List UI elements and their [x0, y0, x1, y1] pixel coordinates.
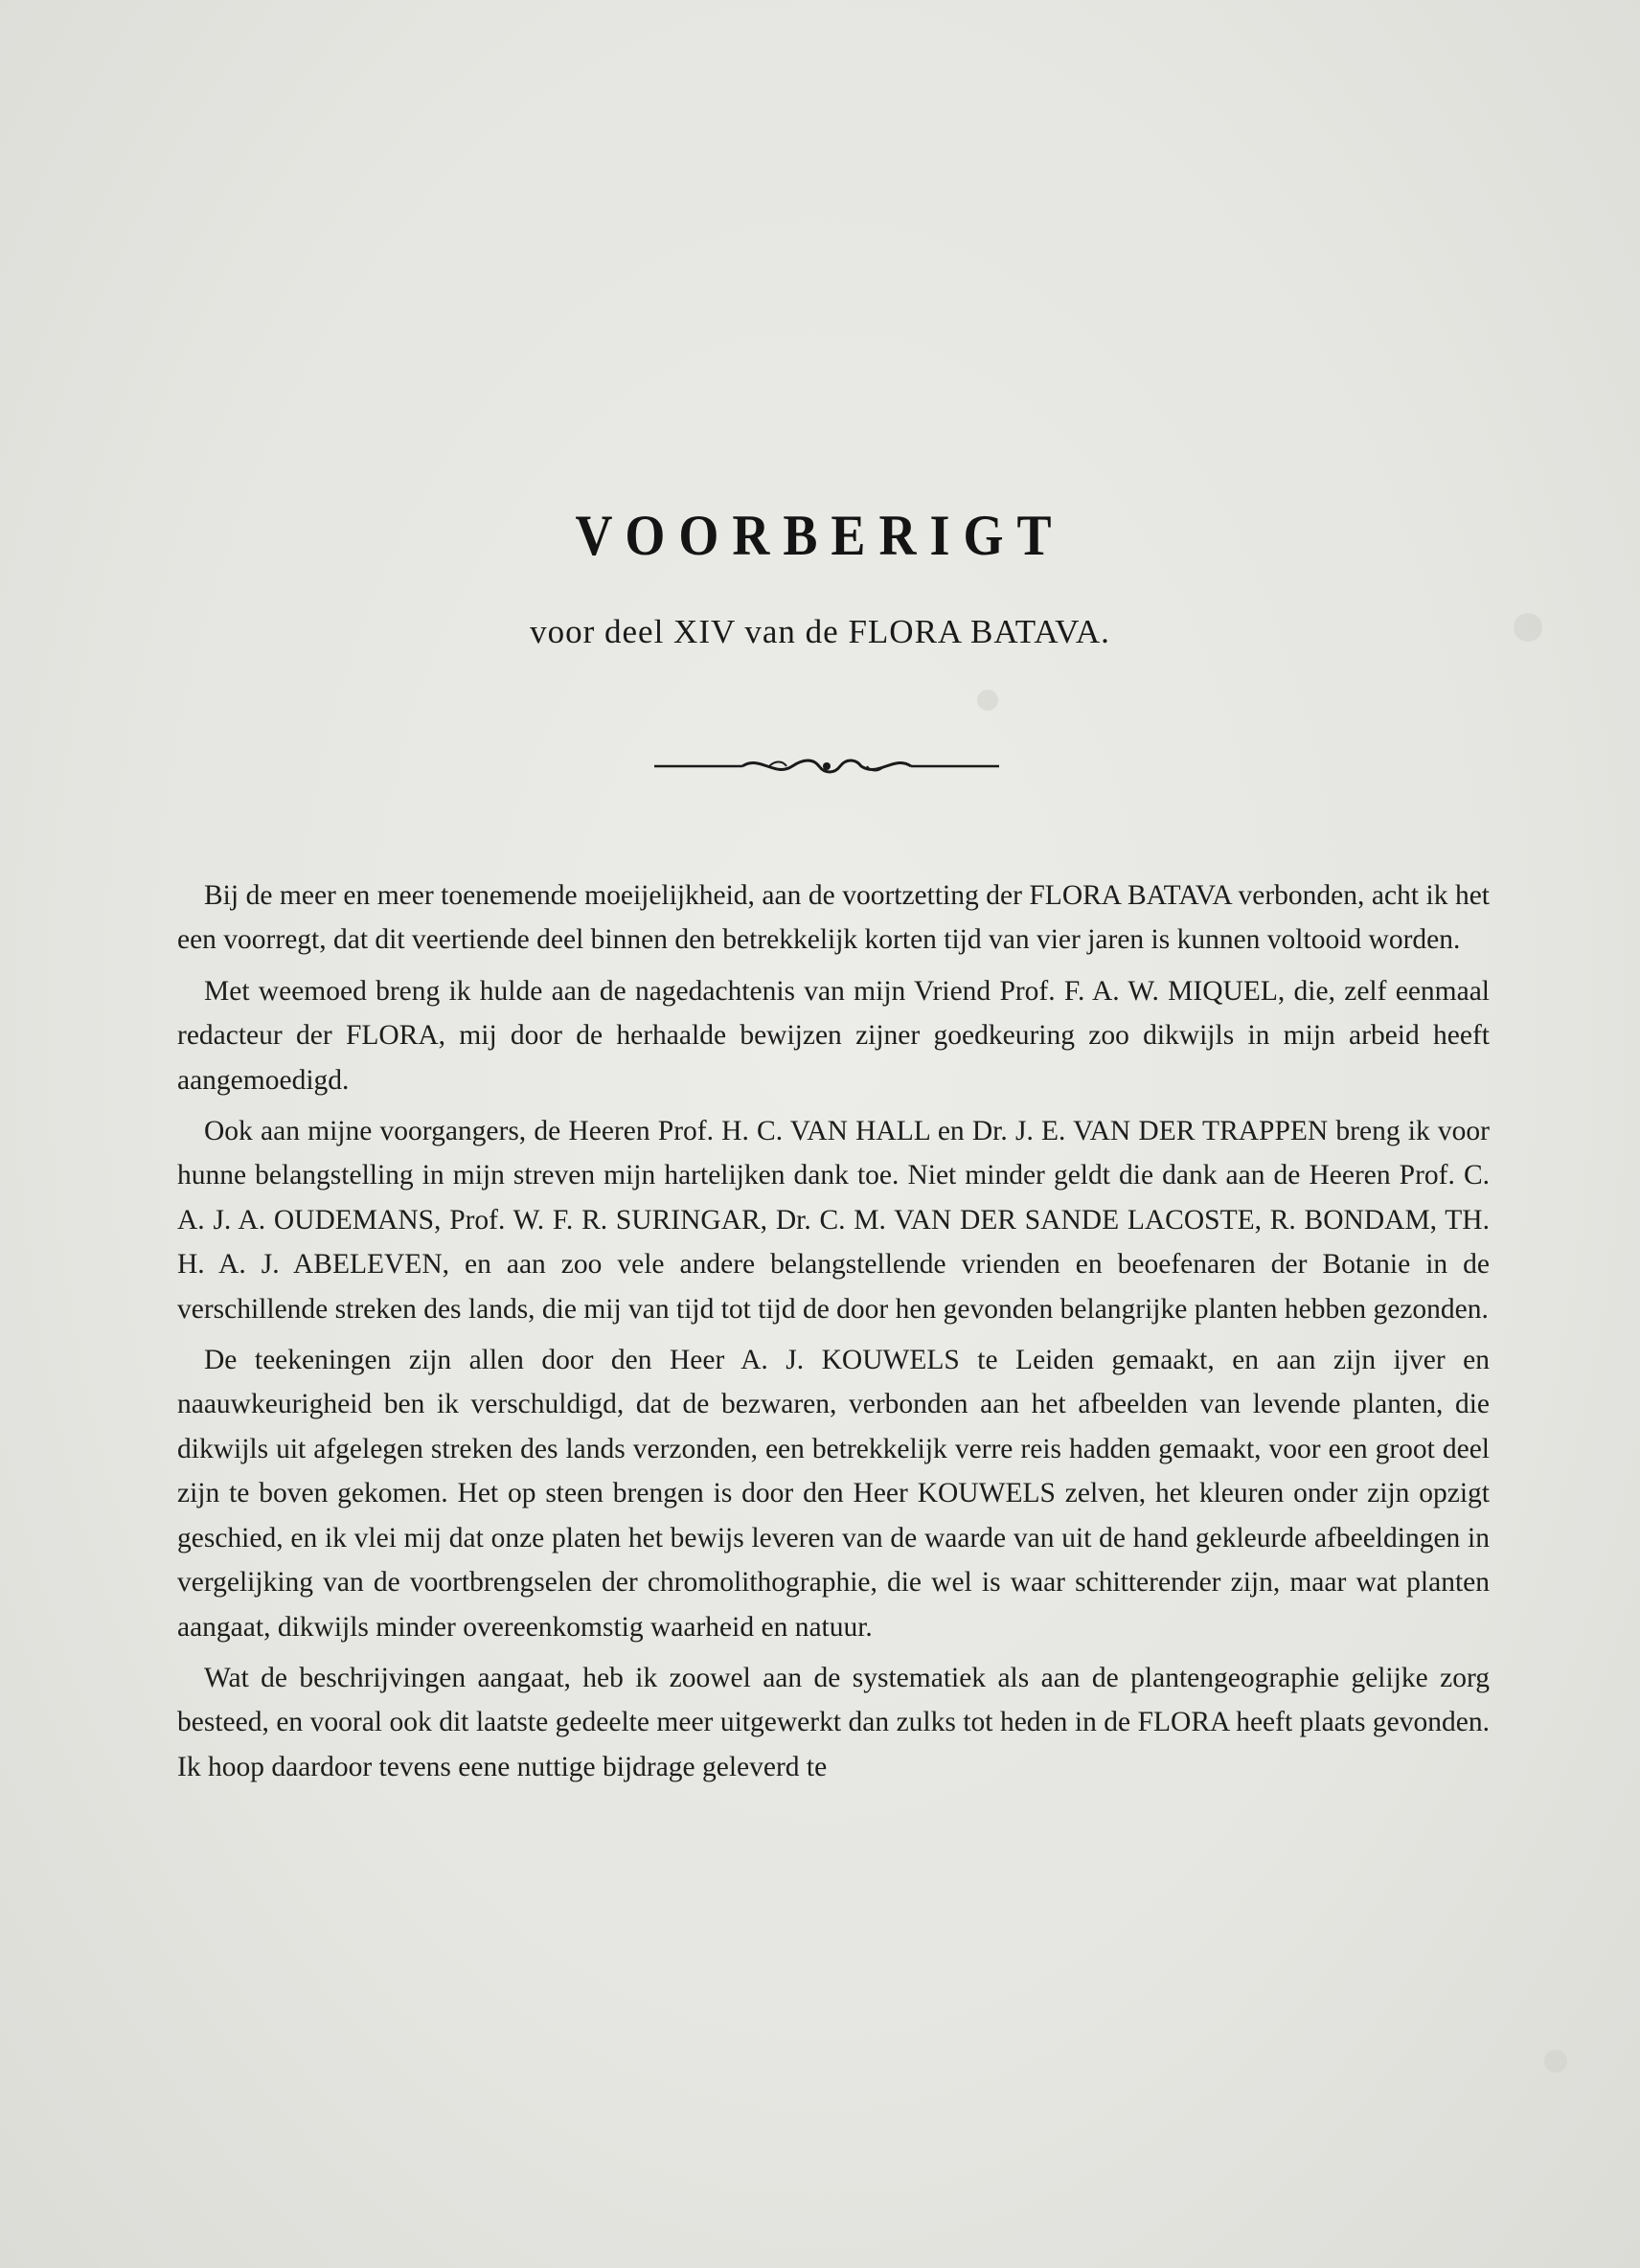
paragraph: Ook aan mijne voorgangers, de Heeren Prof. H. C. VAN HALL en Dr. J. E. VAN DER TRAPPEN breng ik voor hunne belangstelling in mijn streven mijn hartelijken dank toe. Niet minder geldt die dank aan de Heeren Prof. C. A. J. A. OUDEMANS, Prof. W. F. R. SURINGAR, Dr. C. M. VAN DER SANDE LACOSTE, R. BONDAM, TH. H. A. J. ABELEVEN, en aan zoo vele andere belangstellende vrienden en beoefenaren der Botanie in de verschillende streken des lands, die mij van tijd tot tijd de door hen gevonden belangrijke planten hebben gezonden.: [177, 1116, 1490, 1325]
paragraph: Bij de meer en meer toenemende moeijelijkheid, aan de voortzetting der FLORA BATAVA verbonden, acht ik het een voorregt, dat dit veertiende deel binnen den betrekkelijk korten tijd van vier jaren is kunnen voltooid worden.: [177, 880, 1490, 956]
page-subtitle: voor deel XIV van de FLORA BATAVA.: [530, 613, 1110, 650]
paragraph: Met weemoed breng ik hulde aan de nagedachtenis van mijn Vriend Prof. F. A. W. MIQUEL, die, zelf eenmaal redacteur der FLORA, mij door de herhaalde bewijzen zijner goedkeuring zoo dikwijls in mijn arbeid heeft aangemoedigd.: [177, 975, 1490, 1096]
body-text: [177, 873, 1490, 1796]
paper-spot: [1544, 2050, 1567, 2073]
paper-spot: [977, 690, 998, 711]
decorative-flourish-icon: [654, 752, 999, 781]
paragraph: Wat de beschrijvingen aangaat, heb ik zoowel aan de systematiek als aan de plantengeographie gelijke zorg besteed, en vooral ook dit laatste gedeelte meer uitgewerkt dan zulks tot heden in de FLORA heeft plaats gevonden. Ik hoop daardoor tevens eene nuttige bijdrage geleverd te: [177, 1662, 1490, 1782]
paragraph: De teekeningen zijn allen door den Heer A. J. KOUWELS te Leiden gemaakt, en aan zijn ijver en naauwkeurigheid ben ik verschuldigd, dat de bezwaren, verbonden aan het afbeelden van levende planten, die dikwijls uit afgelegen streken des lands verzonden, een betrekkelijk verre reis hadden gemaakt, voor een groot deel zijn te boven gekomen. Het op steen brengen is door den Heer KOUWELS zelven, het kleuren onder zijn opzigt geschied, en ik vlei mij dat onze platen het bewijs leveren van de waarde van uit de hand gekleurde afbeeldingen in vergelijking van de voortbrengselen der chromolithographie, die wel is waar schitterender zijn, maar wat planten aangaat, dikwijls minder overeenkomstig waarheid en natuur.: [177, 1345, 1490, 1643]
page-title: VOORBERIGT: [575, 503, 1065, 568]
